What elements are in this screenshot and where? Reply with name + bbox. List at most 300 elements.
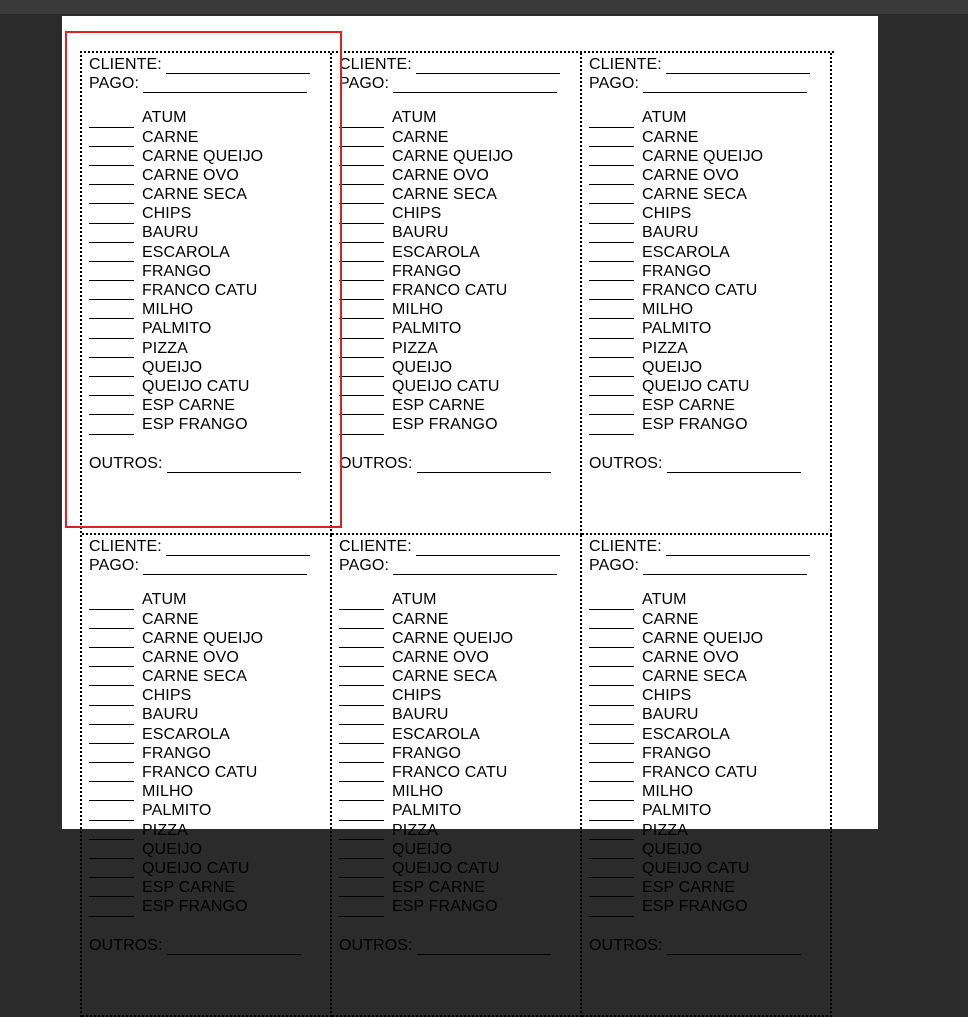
- quantity-blank-line: [589, 209, 634, 224]
- list-item: [589, 897, 830, 916]
- list-item: [89, 763, 330, 782]
- quantity-blank-line: [339, 729, 384, 744]
- quantity-blank-line: [589, 825, 634, 840]
- quantity-blank-line: [89, 748, 134, 763]
- list-item: [589, 281, 830, 300]
- cliente-label: CLIENTE:: [589, 537, 662, 555]
- list-item: [589, 859, 830, 878]
- pago-field: [339, 74, 580, 93]
- outros-field: [339, 936, 580, 955]
- list-item: [89, 897, 330, 916]
- item-label: ESCAROLA: [142, 725, 230, 743]
- item-label: PIZZA: [142, 821, 188, 839]
- item-label: QUEIJO CATU: [142, 859, 250, 877]
- quantity-blank-line: [339, 324, 384, 339]
- quantity-blank-line: [339, 113, 384, 128]
- list-item: [89, 147, 330, 166]
- list-item: [89, 300, 330, 319]
- quantity-blank-line: [89, 343, 134, 358]
- item-label: ESP CARNE: [142, 397, 236, 415]
- item-label: FRANGO: [392, 262, 462, 280]
- list-item: [589, 319, 830, 338]
- item-label: PIZZA: [642, 821, 688, 839]
- quantity-blank-line: [589, 343, 634, 358]
- quantity-blank-line: [89, 285, 134, 300]
- quantity-blank-line: [89, 844, 134, 859]
- list-item: [339, 667, 580, 686]
- item-label: CARNE SECA: [392, 668, 498, 686]
- quantity-blank-line: [339, 614, 384, 629]
- quantity-blank-line: [339, 170, 384, 185]
- item-label: CARNE: [142, 610, 199, 628]
- quantity-blank-line: [589, 151, 634, 166]
- order-card: [582, 53, 832, 535]
- quantity-blank-line: [589, 633, 634, 648]
- item-label: PIZZA: [392, 339, 438, 357]
- list-item: [339, 782, 580, 801]
- item-label: QUEIJO: [642, 358, 703, 376]
- item-label: ESCAROLA: [392, 243, 480, 261]
- list-item: [589, 821, 830, 840]
- quantity-blank-line: [339, 400, 384, 415]
- list-item: [339, 243, 580, 262]
- quantity-blank-line: [89, 189, 134, 204]
- cliente-label: CLIENTE:: [589, 55, 662, 73]
- list-item: [589, 725, 830, 744]
- item-label: PALMITO: [142, 802, 212, 820]
- outros-label: OUTROS:: [89, 454, 163, 472]
- item-label: BAURU: [392, 224, 449, 242]
- item-label: CHIPS: [642, 205, 692, 223]
- item-label: MILHO: [642, 783, 694, 801]
- quantity-blank-line: [89, 151, 134, 166]
- list-item: [339, 897, 580, 916]
- list-item: [589, 224, 830, 243]
- list-item: [339, 185, 580, 204]
- item-label: FRANCO CATU: [142, 282, 258, 300]
- cliente-field: [339, 55, 580, 74]
- item-label: QUEIJO: [142, 840, 203, 858]
- item-label: CHIPS: [142, 687, 192, 705]
- item-label: CARNE SECA: [392, 186, 498, 204]
- cliente-label: CLIENTE:: [339, 537, 412, 555]
- list-item: [89, 821, 330, 840]
- cliente-label: CLIENTE:: [89, 537, 162, 555]
- list-item: [589, 801, 830, 820]
- item-list: [589, 108, 830, 434]
- quantity-blank-line: [339, 748, 384, 763]
- item-label: QUEIJO: [392, 358, 453, 376]
- list-item: [589, 415, 830, 434]
- outros-field: [339, 454, 580, 473]
- quantity-blank-line: [339, 189, 384, 204]
- list-item: [589, 744, 830, 763]
- item-label: ESP FRANGO: [642, 416, 748, 434]
- quantity-blank-line: [589, 420, 634, 435]
- item-label: ESP CARNE: [642, 879, 736, 897]
- quantity-blank-line: [589, 614, 634, 629]
- item-label: FRANGO: [392, 744, 462, 762]
- quantity-blank-line: [339, 304, 384, 319]
- quantity-blank-line: [89, 786, 134, 801]
- quantity-blank-line: [339, 595, 384, 610]
- item-label: FRANGO: [642, 744, 712, 762]
- item-label: BAURU: [642, 706, 699, 724]
- item-label: PIZZA: [142, 339, 188, 357]
- list-item: [89, 128, 330, 147]
- list-item: [339, 878, 580, 897]
- item-label: CARNE SECA: [142, 186, 248, 204]
- quantity-blank-line: [89, 825, 134, 840]
- pago-blank-line: [143, 78, 307, 93]
- list-item: [339, 821, 580, 840]
- cliente-blank-line: [416, 59, 560, 74]
- item-label: BAURU: [142, 224, 199, 242]
- quantity-blank-line: [589, 902, 634, 917]
- form-row: [82, 53, 834, 535]
- item-list: [89, 590, 330, 916]
- item-list: [589, 590, 830, 916]
- pago-field: [589, 74, 830, 93]
- item-label: QUEIJO CATU: [142, 377, 250, 395]
- list-item: [339, 629, 580, 648]
- quantity-blank-line: [339, 882, 384, 897]
- quantity-blank-line: [339, 381, 384, 396]
- item-label: PALMITO: [642, 802, 712, 820]
- list-item: [589, 358, 830, 377]
- outros-field: [589, 936, 830, 955]
- quantity-blank-line: [89, 266, 134, 281]
- quantity-blank-line: [89, 595, 134, 610]
- pago-blank-line: [643, 560, 807, 575]
- order-card: [82, 53, 332, 535]
- list-item: [89, 667, 330, 686]
- list-item: [89, 859, 330, 878]
- pago-label: PAGO:: [89, 557, 139, 575]
- item-label: QUEIJO CATU: [392, 859, 500, 877]
- item-label: CARNE: [642, 610, 699, 628]
- quantity-blank-line: [339, 420, 384, 435]
- quantity-blank-line: [589, 362, 634, 377]
- list-item: [89, 415, 330, 434]
- list-item: [589, 108, 830, 127]
- quantity-blank-line: [589, 691, 634, 706]
- list-item: [339, 319, 580, 338]
- item-label: ESCAROLA: [392, 725, 480, 743]
- quantity-blank-line: [339, 209, 384, 224]
- item-label: CARNE SECA: [142, 668, 248, 686]
- quantity-blank-line: [589, 324, 634, 339]
- item-label: ESP FRANGO: [392, 898, 498, 916]
- order-card: [582, 535, 832, 1017]
- list-item: [89, 706, 330, 725]
- outros-blank-line: [417, 940, 551, 955]
- quantity-blank-line: [589, 595, 634, 610]
- item-list: [339, 590, 580, 916]
- quantity-blank-line: [339, 767, 384, 782]
- quantity-blank-line: [589, 748, 634, 763]
- quantity-blank-line: [339, 633, 384, 648]
- item-label: CARNE QUEIJO: [392, 629, 514, 647]
- quantity-blank-line: [589, 285, 634, 300]
- pago-label: PAGO:: [589, 75, 639, 93]
- quantity-blank-line: [89, 228, 134, 243]
- list-item: [589, 243, 830, 262]
- quantity-blank-line: [589, 304, 634, 319]
- list-item: [89, 243, 330, 262]
- list-item: [339, 224, 580, 243]
- quantity-blank-line: [339, 285, 384, 300]
- quantity-blank-line: [89, 400, 134, 415]
- quantity-blank-line: [339, 691, 384, 706]
- list-item: [339, 339, 580, 358]
- item-label: PIZZA: [392, 821, 438, 839]
- outros-label: OUTROS:: [589, 454, 663, 472]
- list-item: [339, 590, 580, 609]
- item-label: QUEIJO: [642, 840, 703, 858]
- quantity-blank-line: [89, 863, 134, 878]
- list-item: [89, 590, 330, 609]
- cliente-blank-line: [666, 59, 810, 74]
- quantity-blank-line: [589, 266, 634, 281]
- list-item: [89, 377, 330, 396]
- cliente-field: [339, 537, 580, 556]
- list-item: [89, 744, 330, 763]
- list-item: [339, 648, 580, 667]
- item-label: CARNE OVO: [142, 648, 239, 666]
- list-item: [89, 358, 330, 377]
- list-item: [589, 610, 830, 629]
- list-item: [339, 763, 580, 782]
- list-item: [339, 415, 580, 434]
- item-list: [339, 108, 580, 434]
- quantity-blank-line: [589, 652, 634, 667]
- outros-blank-line: [167, 940, 301, 955]
- quantity-blank-line: [589, 228, 634, 243]
- quantity-blank-line: [339, 228, 384, 243]
- quantity-blank-line: [589, 132, 634, 147]
- list-item: [339, 610, 580, 629]
- quantity-blank-line: [89, 362, 134, 377]
- item-label: ATUM: [142, 109, 187, 127]
- quantity-blank-line: [339, 343, 384, 358]
- item-label: CARNE OVO: [392, 648, 489, 666]
- cliente-blank-line: [166, 59, 310, 74]
- list-item: [589, 629, 830, 648]
- quantity-blank-line: [589, 400, 634, 415]
- item-label: CARNE OVO: [392, 166, 489, 184]
- list-item: [589, 204, 830, 223]
- quantity-blank-line: [89, 420, 134, 435]
- list-item: [339, 281, 580, 300]
- item-label: BAURU: [392, 706, 449, 724]
- item-label: CARNE SECA: [642, 668, 748, 686]
- outros-blank-line: [667, 458, 801, 473]
- pago-field: [89, 556, 330, 575]
- quantity-blank-line: [339, 266, 384, 281]
- cliente-field: [89, 537, 330, 556]
- quantity-blank-line: [89, 710, 134, 725]
- item-label: QUEIJO: [142, 358, 203, 376]
- item-label: QUEIJO: [392, 840, 453, 858]
- list-item: [339, 706, 580, 725]
- item-label: ESP FRANGO: [392, 416, 498, 434]
- quantity-blank-line: [339, 362, 384, 377]
- outros-field: [89, 936, 330, 955]
- item-label: CARNE OVO: [642, 648, 739, 666]
- cliente-blank-line: [666, 541, 810, 556]
- cliente-label: CLIENTE:: [89, 55, 162, 73]
- list-item: [589, 128, 830, 147]
- list-item: [589, 166, 830, 185]
- list-item: [339, 166, 580, 185]
- list-item: [589, 262, 830, 281]
- list-item: [89, 108, 330, 127]
- quantity-blank-line: [589, 767, 634, 782]
- item-label: MILHO: [392, 301, 444, 319]
- quantity-blank-line: [89, 767, 134, 782]
- quantity-blank-line: [339, 671, 384, 686]
- list-item: [589, 878, 830, 897]
- list-item: [339, 358, 580, 377]
- item-label: FRANCO CATU: [642, 764, 758, 782]
- item-label: CARNE QUEIJO: [142, 147, 264, 165]
- item-label: ATUM: [392, 591, 437, 609]
- pago-label: PAGO:: [89, 75, 139, 93]
- cliente-field: [89, 55, 330, 74]
- item-label: BAURU: [642, 224, 699, 242]
- item-label: PALMITO: [642, 320, 712, 338]
- pago-label: PAGO:: [589, 557, 639, 575]
- quantity-blank-line: [339, 902, 384, 917]
- pago-field: [89, 74, 330, 93]
- list-item: [89, 840, 330, 859]
- quantity-blank-line: [589, 170, 634, 185]
- item-label: CARNE: [392, 610, 449, 628]
- item-label: CARNE SECA: [642, 186, 748, 204]
- quantity-blank-line: [589, 113, 634, 128]
- outros-blank-line: [167, 458, 301, 473]
- item-label: ESP CARNE: [642, 397, 736, 415]
- order-card: [332, 535, 582, 1017]
- list-item: [89, 725, 330, 744]
- list-item: [339, 262, 580, 281]
- item-label: QUEIJO CATU: [642, 377, 750, 395]
- list-item: [589, 706, 830, 725]
- quantity-blank-line: [339, 844, 384, 859]
- pago-blank-line: [393, 78, 557, 93]
- outros-label: OUTROS:: [339, 454, 413, 472]
- item-label: CHIPS: [142, 205, 192, 223]
- quantity-blank-line: [89, 170, 134, 185]
- quantity-blank-line: [339, 132, 384, 147]
- list-item: [89, 648, 330, 667]
- item-list: [89, 108, 330, 434]
- quantity-blank-line: [89, 633, 134, 648]
- list-item: [589, 300, 830, 319]
- quantity-blank-line: [89, 691, 134, 706]
- list-item: [589, 840, 830, 859]
- item-label: QUEIJO CATU: [642, 859, 750, 877]
- item-label: FRANGO: [142, 262, 212, 280]
- quantity-blank-line: [89, 132, 134, 147]
- item-label: ESP CARNE: [142, 879, 236, 897]
- quantity-blank-line: [339, 786, 384, 801]
- list-item: [589, 147, 830, 166]
- list-item: [89, 204, 330, 223]
- list-item: [89, 339, 330, 358]
- list-item: [89, 782, 330, 801]
- quantity-blank-line: [89, 304, 134, 319]
- pago-label: PAGO:: [339, 557, 389, 575]
- list-item: [339, 128, 580, 147]
- list-item: [89, 185, 330, 204]
- item-label: CARNE QUEIJO: [392, 147, 514, 165]
- item-label: PIZZA: [642, 339, 688, 357]
- list-item: [89, 262, 330, 281]
- list-item: [89, 319, 330, 338]
- item-label: MILHO: [142, 783, 194, 801]
- form-row: [82, 535, 834, 1017]
- outros-label: OUTROS:: [89, 936, 163, 954]
- list-item: [339, 840, 580, 859]
- list-item: [89, 686, 330, 705]
- pago-blank-line: [643, 78, 807, 93]
- item-label: ESCAROLA: [142, 243, 230, 261]
- item-label: MILHO: [392, 783, 444, 801]
- list-item: [339, 801, 580, 820]
- quantity-blank-line: [589, 844, 634, 859]
- quantity-blank-line: [339, 652, 384, 667]
- quantity-blank-line: [339, 825, 384, 840]
- list-item: [339, 377, 580, 396]
- cliente-blank-line: [166, 541, 310, 556]
- item-label: MILHO: [642, 301, 694, 319]
- item-label: FRANCO CATU: [392, 764, 508, 782]
- viewer-top-bar: [0, 0, 968, 14]
- quantity-blank-line: [339, 806, 384, 821]
- pago-field: [339, 556, 580, 575]
- list-item: [339, 725, 580, 744]
- pago-label: PAGO:: [339, 75, 389, 93]
- list-item: [589, 763, 830, 782]
- list-item: [339, 686, 580, 705]
- item-label: FRANCO CATU: [142, 764, 258, 782]
- list-item: [589, 667, 830, 686]
- item-label: FRANCO CATU: [642, 282, 758, 300]
- list-item: [89, 610, 330, 629]
- order-card: [82, 535, 332, 1017]
- quantity-blank-line: [339, 710, 384, 725]
- order-form-grid: [80, 51, 834, 1017]
- quantity-blank-line: [89, 614, 134, 629]
- list-item: [339, 859, 580, 878]
- item-label: CARNE QUEIJO: [142, 629, 264, 647]
- item-label: ESP FRANGO: [142, 416, 248, 434]
- item-label: ESP CARNE: [392, 879, 486, 897]
- list-item: [89, 396, 330, 415]
- item-label: ESCAROLA: [642, 243, 730, 261]
- quantity-blank-line: [589, 786, 634, 801]
- list-item: [339, 744, 580, 763]
- quantity-blank-line: [589, 882, 634, 897]
- item-label: ESP FRANGO: [142, 898, 248, 916]
- list-item: [89, 224, 330, 243]
- outros-blank-line: [417, 458, 551, 473]
- item-label: CARNE: [392, 128, 449, 146]
- quantity-blank-line: [589, 671, 634, 686]
- pago-blank-line: [143, 560, 307, 575]
